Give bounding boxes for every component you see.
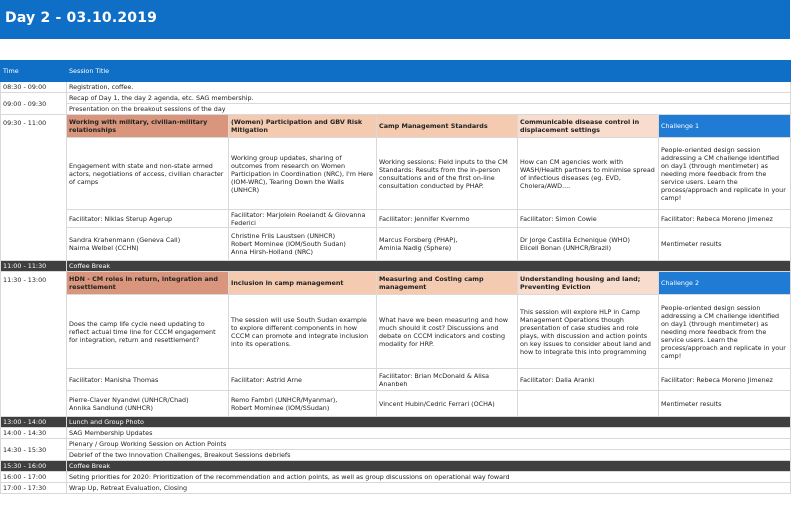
break-row xyxy=(1,417,791,428)
session-title: Measuring and Costing camp management xyxy=(377,272,518,295)
header-session: Session Title xyxy=(67,61,791,82)
session-description: How can CM agencies work with WASH/Health partners to minimise spread of infectious diseases (eg. EVD, Cholera/AWD.... xyxy=(518,138,659,210)
session-title: Understanding housing and land; Preventing Eviction xyxy=(518,272,659,295)
session-cell: Seting priorities for 2020: Prioritization of the recommendation and action points, as well as group discussions on operational way foward xyxy=(67,472,791,483)
session-title: Challenge 1 xyxy=(659,115,791,138)
breakout-title-row xyxy=(1,272,791,295)
session-facilitator: Facilitator: Marjolein Roelandt & Giovanna Federici xyxy=(229,210,377,228)
time-cell: 11:00 - 11:30 xyxy=(1,261,67,272)
session-speakers: Sandra Krahenmann (Geneva Call) Naima Welbel (CCHN) xyxy=(67,228,229,261)
session-description: Engagement with state and non-state armed actors, negotiations of access, civilian character of camps xyxy=(67,138,229,210)
session-facilitator: Facilitator: Astrid Arne xyxy=(229,369,377,391)
time-cell: 14:00 - 14:30 xyxy=(1,428,67,439)
session-title: Challenge 2 xyxy=(659,272,791,295)
session-title: Camp Management Standards xyxy=(377,115,518,138)
session-speakers: Mentimeter results xyxy=(659,228,791,261)
session-cell: SAG Membership Updates xyxy=(67,428,791,439)
session-speakers: Christine Friis Laustsen (UNHCR) Robert Mominee (IOM/South Sudan) Anna Hirsh-Holland (NRC) xyxy=(229,228,377,261)
session-speakers: Vincent Hubin/Cedric Ferrari (OCHA) xyxy=(377,391,518,417)
session-speakers xyxy=(518,391,659,417)
table-row xyxy=(1,472,791,483)
session-cell: Registration, coffee. xyxy=(67,82,791,93)
session-description: Does the camp life cycle need updating to reflect actual time line for CCCM engagement for integration, return and resettlement? xyxy=(67,295,229,369)
session-title: Communicable disease control in displacement settings xyxy=(518,115,659,138)
time-cell: 14:30 - 15:30 xyxy=(1,439,67,461)
session-description: Working group updates, sharing of outcomes from research on Women Participation in Coordination (NRC), I'm Here (IOM-WRC), Tearing Down the Walls (UNHCR) xyxy=(229,138,377,210)
table-row xyxy=(1,439,791,450)
page-title-bar xyxy=(0,0,790,39)
session-speakers: Dr Jorge Castilla Echenique (WHO) Elicell Bonan (UNHCR/Brazil) xyxy=(518,228,659,261)
session-cell: Coffee Break xyxy=(67,461,791,472)
table-row xyxy=(1,450,791,461)
breakout-title-row xyxy=(1,115,791,138)
breakout-facilitator-row xyxy=(1,369,791,391)
session-speakers: Pierre-Claver Nyandwi (UNHCR/Chad) Annika Sandlund (UNHCR) xyxy=(67,391,229,417)
table-row xyxy=(1,82,791,93)
time-cell: 16:00 - 17:00 xyxy=(1,472,67,483)
breakout-desc-row xyxy=(1,138,791,210)
session-cell: Debrief of the two Innovation Challenges, Breakout Sessions debriefs xyxy=(67,450,791,461)
time-cell: 13:00 - 14:00 xyxy=(1,417,67,428)
session-cell: Coffee Break xyxy=(67,261,791,272)
session-description: People-oriented design session addressing a CM challenge identified on day1 (through mentimeter) as needing more feedback from the service users. Learn the process/approach and replicate in your camp! xyxy=(659,138,791,210)
table-row xyxy=(1,104,791,115)
break-row xyxy=(1,261,791,272)
table-row xyxy=(1,428,791,439)
session-description: People-oriented design session addressing a CM challenge identified on day1 (through mentimeter) as needing more feedback from the service users. Learn the process/approach and replicate in your camp! xyxy=(659,295,791,369)
schedule-table xyxy=(0,60,791,494)
breakout-speakers-row xyxy=(1,228,791,261)
time-cell: 15:30 - 16:00 xyxy=(1,461,67,472)
session-speakers: Remo Fambri (UNHCR/Myanmar), Robert Mominee (IOM/SSudan) xyxy=(229,391,377,417)
session-facilitator: Facilitator: Brian McDonald & Alisa Ananbeh xyxy=(377,369,518,391)
header-row xyxy=(1,61,791,82)
session-description: What have we been measuring and how much should it cost? Discussions and debate on CCCM indicators and costing modality for HRP. xyxy=(377,295,518,369)
session-cell: Lunch and Group Photo xyxy=(67,417,791,428)
time-cell: 17:00 - 17:30 xyxy=(1,483,67,494)
session-facilitator: Facilitator: Dalia Aranki xyxy=(518,369,659,391)
session-facilitator: Facilitator: Manisha Thomas xyxy=(67,369,229,391)
header-time: Time xyxy=(1,61,67,82)
session-description: This session will explore HLP in Camp Management Operations though presentation of case studies and role plays, with discussion and action points on key issues to consider about land and how to integrate this into programming xyxy=(518,295,659,369)
session-facilitator: Facilitator: Rebeca Moreno Jimenez xyxy=(659,369,791,391)
breakout-desc-row xyxy=(1,295,791,369)
session-facilitator: Facilitator: Niklas Sterup Agerup xyxy=(67,210,229,228)
session-cell: Wrap Up, Retreat Evaluation, Closing xyxy=(67,483,791,494)
session-description: Working sessions: Field inputs to the CM Standards: Results from the in-person consultations and of the first on-line consultation conducted by PHAP. xyxy=(377,138,518,210)
session-facilitator: Facilitator: Simon Cowie xyxy=(518,210,659,228)
break-row xyxy=(1,461,791,472)
session-title: Working with military, civilian-military relationships xyxy=(67,115,229,138)
time-cell: 08:30 - 09:00 xyxy=(1,82,67,93)
time-cell: 11:30 - 13:00 xyxy=(1,272,67,417)
session-title: HDN - CM roles in return, integration and resettlement xyxy=(67,272,229,295)
session-speakers: Marcus Forsberg (PHAP), Aminia Nadig (Sphere) xyxy=(377,228,518,261)
session-cell: Plenary / Group Working Session on Action Points xyxy=(67,439,791,450)
table-row xyxy=(1,483,791,494)
session-cell: Presentation on the breakout sessions of the day xyxy=(67,104,791,115)
time-cell: 09:00 - 09:30 xyxy=(1,93,67,115)
session-title: Inclusion in camp management xyxy=(229,272,377,295)
time-cell: 09:30 - 11:00 xyxy=(1,115,67,261)
session-description: The session will use South Sudan example to explore different components in how CCCM can promote and integrate inclusion into its operations. xyxy=(229,295,377,369)
session-title: (Women) Participation and GBV Risk Mitigation xyxy=(229,115,377,138)
page-title: Day 2 - 03.10.2019 xyxy=(5,10,158,26)
session-cell: Recap of Day 1, the day 2 agenda, etc. SAG membership. xyxy=(67,93,791,104)
breakout-facilitator-row xyxy=(1,210,791,228)
session-facilitator: Facilitator: Rebeca Moreno Jimenez xyxy=(659,210,791,228)
session-facilitator: Facilitator: Jennifer Kvernmo xyxy=(377,210,518,228)
table-row xyxy=(1,93,791,104)
session-speakers: Mentimeter results xyxy=(659,391,791,417)
breakout-speakers-row xyxy=(1,391,791,417)
